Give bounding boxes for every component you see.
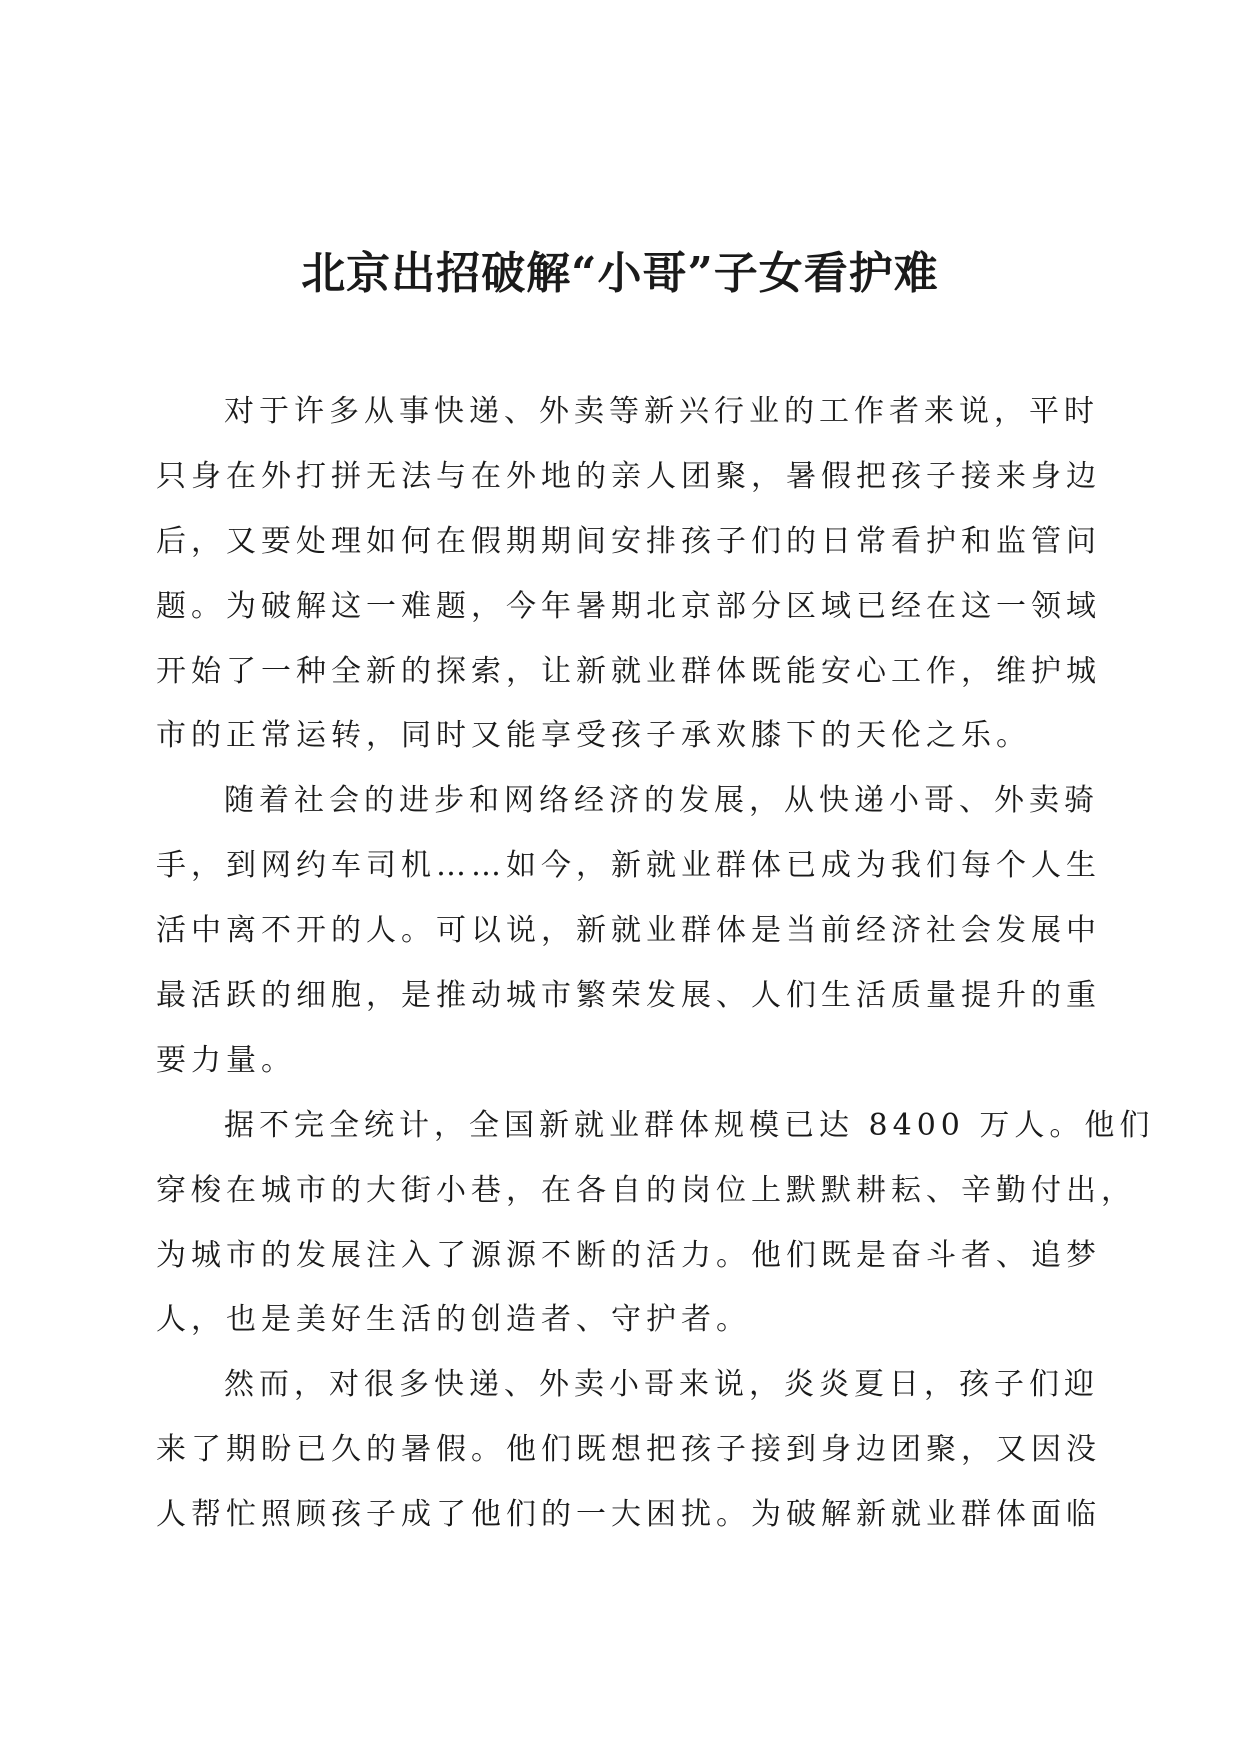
text-line: 人帮忙照顾孩子成了他们的一大困扰。为破解新就业群体面临 <box>156 1497 1101 1533</box>
text-line: 对于许多从事快递、外卖等新兴行业的工作者来说，平时 <box>224 394 1099 429</box>
text-line: 只身在外打拼无法与在外地的亲人团聚，暑假把孩子接来身边 <box>156 458 1101 494</box>
text-line: 然而，对很多快递、外卖小哥来说，炎炎夏日，孩子们迎 <box>224 1367 1099 1403</box>
paragraph-2 <box>156 769 1101 1093</box>
document-title: 北京出招破解“小哥”子女看护难 <box>301 248 939 299</box>
text-line: 开始了一种全新的探索，让新就业群体既能安心工作，维护城 <box>156 653 1101 689</box>
text-line: 要力量。 <box>156 1042 296 1078</box>
text-line: 后，又要处理如何在假期期间安排孩子们的日常看护和监管问 <box>156 523 1101 559</box>
paragraph-3 <box>156 1094 1155 1354</box>
text-line: 最活跃的细胞，是推动城市繁荣发展、人们生活质量提升的重 <box>156 978 1101 1014</box>
text-line: 手，到网约车司机……如今，新就业群体已成为我们每个人生 <box>156 848 1101 884</box>
text-line: 穿梭在城市的大街小巷，在各自的岗位上默默耕耘、辛勤付出， <box>156 1172 1136 1208</box>
paragraph-4 <box>156 1353 1101 1548</box>
paragraph-1 <box>156 380 1101 769</box>
text-line: 题。为破解这一难题，今年暑期北京部分区域已经在这一领域 <box>156 588 1101 624</box>
text-line: 来了期盼已久的暑假。他们既想把孩子接到身边团聚，又因没 <box>156 1432 1101 1468</box>
text-line: 活中离不开的人。可以说，新就业群体是当前经济社会发展中 <box>156 913 1101 949</box>
text-line: 市的正常运转，同时又能享受孩子承欢膝下的天伦之乐。 <box>156 718 1031 754</box>
text-line: 人，也是美好生活的创造者、守护者。 <box>156 1302 751 1338</box>
text-line: 据不完全统计，全国新就业群体规模已达 8400 万人。他们 <box>224 1107 1155 1143</box>
text-line: 为城市的发展注入了源源不断的活力。他们既是奋斗者、追梦 <box>156 1237 1101 1273</box>
text-line: 随着社会的进步和网络经济的发展，从快递小哥、外卖骑 <box>224 783 1099 819</box>
document-body <box>156 380 1155 1548</box>
